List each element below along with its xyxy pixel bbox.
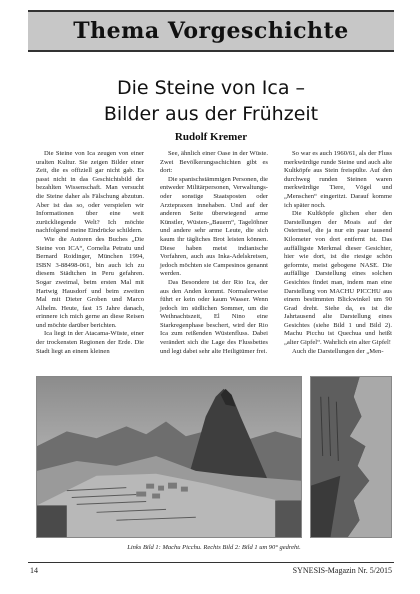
paragraph: Wie die Autoren des Buches „Die Steine von ICA“, Cornelia Petratu und Bernard Roidinger, München 1994, ISBN 3-88498-061, bin auch ich zu diesem Städtchen in Peru gefahren. Sogar zweimal, beim ersten Mal mit Hartwig Hausdorf und beim zweiten Mal mit Dieter Groben und Marco Alhelm. Heute, fast 15 Jahre danach, erinnere ich mich gerne an diese Reisen und möchte darüber berichten. [36, 235, 144, 329]
paragraph: Das Besondere ist der Rio Ica, der aus den Anden kommt. Normalerweise führt er kein oder kaum Wasser. Wenn jedoch im südlichen Sommer, um die Weihnachtszeit, El Nino eine Starkregenphase beschert, wird der Rio Ica zum reißenden Wüstenfluss. Dabei verändert sich die Lage des Flussbettes und legt dabei sehr alte Heiligtümer frei. [160, 278, 268, 355]
text-column-2 [160, 150, 268, 356]
page-number: 14 [30, 566, 38, 575]
paragraph: Ica liegt in der Atacama-Wüste, einer der trockensten Regionen der Erde. Die Stadt liegt an einem kleinen [36, 330, 144, 355]
machu-picchu-photo [36, 376, 302, 538]
article-title-line-2: Bilder aus der Frühzeit [103, 103, 319, 125]
paragraph: Die Steine von Ica zeugen von einer uralten Kultur. Sie zeigen Bilder einer Zeit, die es offiziell gar nicht gab. Es passt nicht in das Geschichtsbild der bezahlten Wissenschaft. Man versucht die Steine daher als Fälschung abzutun. Aber ist das so, oder verspielen wir Informationen über eine weit zurückliegende Welt? Ich möchte nachfolgend meine Eindrücke schildern. [36, 150, 144, 235]
footer-divider [28, 562, 394, 563]
section-header [28, 10, 394, 52]
paragraph: See, ähnlich einer Oase in der Wüste. Zwei Bevölkerungsschichten gibt es dort: [160, 150, 268, 175]
paragraph: Die Kultköpfe glichen eher den Darstellungen der Moais auf der Osterinsel, die ja nur ein paar tausend Kilometer von dort entfernt ist. Das auffälligste Merkmal dieser Gesichter, hier wie dort, ist die riesige schön geformte, meist gebogene NASE. Die auffällige Darstellung eines solchen Gesichtes findet man, indem man eine Darstellung von MACHU PICCHU aus einem bestimmten Blickwinkel um 90 Grad dreht. Siehe da, es ist die Jahrtausend alte Darstellung eines Gesichtes (siehe Bild 1 und Bild 2). Machu Picchu ist Quechua und heißt „alter Gipfel“. Wahrlich ein alter Gipfel! [284, 210, 392, 347]
figure-caption: Links Bild 1: Machu Picchu. Rechts Bild 2: Bild 1 um 90° gedreht. [127, 544, 301, 551]
rotated-machu-picchu-photo [310, 376, 392, 538]
paragraph: Auch die Darstellungen der „Men- [292, 347, 384, 355]
author-name: Rudolf Kremer [174, 131, 248, 143]
paragraph: So war es auch 1960/61, als der Fluss merkwürdige runde Steine und auch alte Kultköpfe aus Stein freispülte. Auf den durchweg runden Steinen waren merkwürdige Tiere, Vögel und „Menschen“ eingeritzt. Darauf komme ich später noch. [284, 150, 392, 209]
text-column-3 [284, 150, 392, 368]
magazine-issue: SYNESIS-Magazin Nr. 5/2015 [292, 566, 392, 575]
section-title: Thema Vorgeschichte [73, 18, 349, 44]
article-title [28, 75, 394, 127]
paragraph: Die spanischstämmigen Personen, die entweder Militärpersonen, Verwaltungs- oder sonstige Staatsposten oder Arztepraxen innehaben. Und auf der anderen Seite überwiegend arme Künstler, Wüsten-„Bauern“, Tagelöhner und andere sehr arme Leute, die sich kaum ihr tägliches Brot leisten können. Diese haben meist indianische Vorfahren, auch aus Inka-Adelskreisen, jedoch möchten sie Campesinos genannt werden. [160, 175, 268, 278]
text-column-1 [36, 150, 144, 356]
article-title-line-1: Die Steine von Ica – [116, 77, 306, 99]
